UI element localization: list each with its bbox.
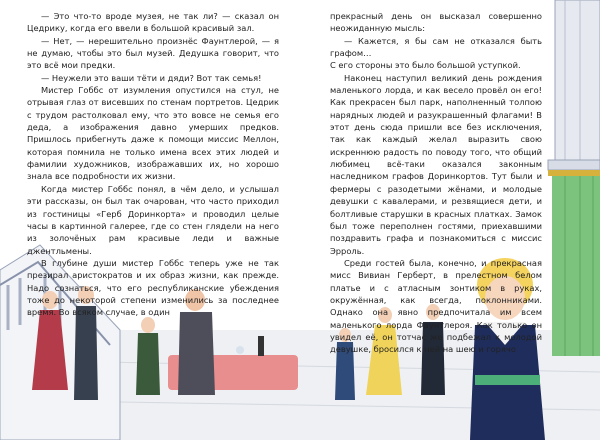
paragraph: — Неужели это ваши тёти и дяди? Вот так семья!: [41, 72, 262, 83]
paragraph: Наконец наступил великий день рождения маленького лорда, и как весело провёл он его! Как прекрасен был парк, наполненный толпою нарядных людей и разукрашенный флагами! В этот день сюда пришли все без исключения, так как каждый желал выразить свою искреннюю радость по поводу того, что общий любимец всё-таки оказался законным наследником графов Доринкортов. Тут были и фермеры с разодетыми жёнами, и молодые девушки с кавалерами, и резвящиеся дети, и болтливые старушки в красных платках. Замок был тоже переполнен гостями, приехавшими поздравить графа и познакомиться с миссис Эрроль.: [330, 72, 542, 256]
paragraph: — Это что-то вроде музея, не так ли? — сказал он Цедрику, когда его ввели в большой красивый зал.: [27, 11, 279, 34]
green-curtain: [552, 176, 600, 356]
paragraph: прекрасный день он высказал совершенно неожиданную мысль:: [330, 11, 542, 34]
paragraph: Мистер Гоббс от изумления опустился на стул, не отрывая глаз от висевших по стенам портретов. Цедрик с трудом растолковал ему, что это вовсе не семья его деда, а изображения давно умерших предков. Пришлось прибегнуть даже к помощи миссис Меллон, которая помнила не только имена всех этих людей и фамилии художников, изображавших их, но хорошо знала все подробности их жизни.: [27, 85, 279, 182]
paragraph: Когда мистер Гоббс понял, в чём дело, и услышал эти рассказы, он был так очарован, что часто приходил из гостиницы «Герб Доринкорта» и проводил целые часы в картинной галерее, где со стен глядели на него из золочёных рам красивые леди и важные джентльмены.: [27, 183, 279, 256]
paragraph: В глубине души мистер Гоббс теперь уже не так презирал аристократов и их образ жизни, как прежде. Надо сознаться, что его республиканские убеждения тоже до некоторой степени изменились за последнее время. Во всяком случае, в один: [27, 257, 279, 318]
paragraph: Среди гостей была, конечно, и прекрасная мисс Вивиан Герберт, в прелестном белом платье и с атласным зонтиком в руках, окружённая, как всегда, поклонниками. Однако она явно предпочитала им всем маленького лорда Фаунтлероя. Как только он увидел её, он тотчас же подбежал к молодой девушке, бросился к ней на шею и горячо: [330, 257, 542, 355]
right-column-pillar: [548, 0, 600, 176]
paragraph: — Нет, — нерешительно произнёс Фаунтлерой, — я не думаю, чтобы это был музей. Дедушка говорит, что это всё мои предки.: [27, 35, 279, 71]
paragraph: С его стороны это было большой уступкой.: [330, 60, 521, 71]
paragraph: — Кажется, я бы сам не отказался быть графом…: [330, 35, 542, 59]
right-page-text: [330, 10, 542, 356]
left-page-text: [27, 10, 279, 319]
